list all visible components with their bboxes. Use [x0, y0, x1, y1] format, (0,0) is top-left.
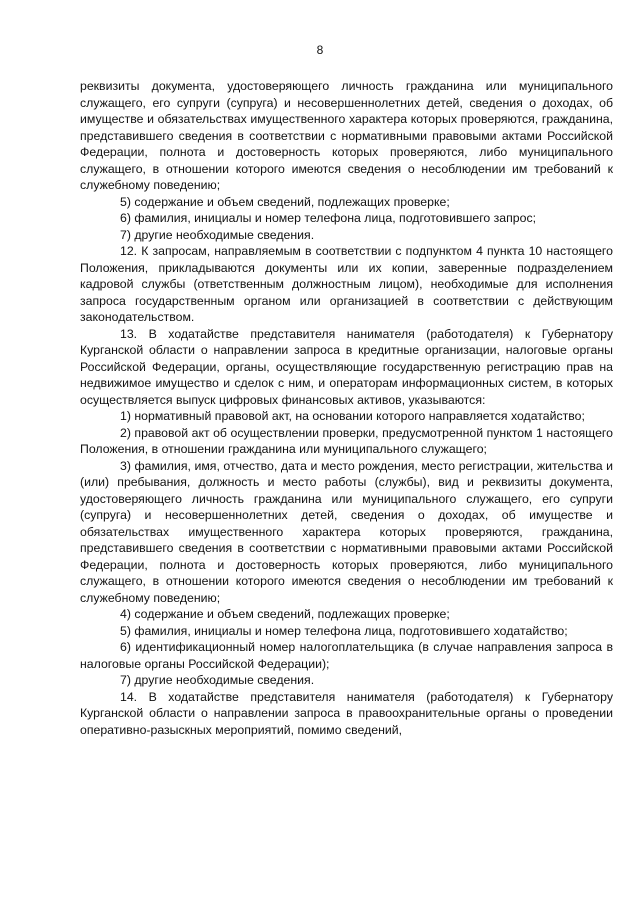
page-number: 8 [316, 43, 324, 57]
list-item-6b: 6) идентификационный номер налогоплательщика (в случае направления запроса в налоговые органы Российской Федерации); [80, 640, 613, 671]
section-14: 14. В ходатайстве представителя нанимателя (работодателя) к Губернатору Курганской области о направлении запроса в правоохранительные органы о проведении оперативно-разыскных мероприятий, помимо сведений, [80, 689, 613, 737]
section-12: 12. К запросам, направляемым в соответствии с подпунктом 4 пункта 10 настоящего Положения, прикладываются документы или их копии, заверенные подразделением кадровой службы (ответственным должностным лицом), необходимые для исполнения запроса государственным органом или организацией в соответствии с действующим законодательством. [80, 244, 613, 324]
list-item-6: 6) фамилия, инициалы и номер телефона лица, подготовившего запрос; [120, 211, 537, 225]
document-body [80, 78, 613, 738]
paragraph-continuation: реквизиты документа, удостоверяющего личность гражданина или муниципального служащего, его супруги (супруга) и несовершеннолетних детей, сведения о доходах, об имуществе и обязательствах имущественного характера которых проверяются, гражданина, представившего сведения в соответствии с нормативными правовыми актами Российской Федерации, полнота и достоверность которых проверяются, либо муниципального служащего, в отношении которого имеются сведения о несоблюдении им требований к служебному поведению; [80, 79, 613, 192]
list-item-5b: 5) фамилия, инициалы и номер телефона лица, подготовившего ходатайство; [120, 623, 568, 638]
list-item-7: 7) другие необходимые сведения. [120, 227, 315, 242]
list-item-4: 4) содержание и объем сведений, подлежащих проверке; [120, 607, 450, 621]
list-item-7b: 7) другие необходимые сведения. [120, 673, 315, 687]
list-item-2: 2) правовой акт об осуществлении проверки, предусмотренной пунктом 1 настоящего Положения, в отношении гражданина или муниципального служащего; [80, 425, 613, 456]
list-item-1: 1) нормативный правовой акт, на основании которого направляется ходатайство; [120, 409, 585, 423]
list-item-5: 5) содержание и объем сведений, подлежащих проверке; [120, 194, 450, 209]
section-13: 13. В ходатайстве представителя нанимателя (работодателя) к Губернатору Курганской области о направлении запроса в кредитные организации, налоговые органы Российской Федерации, органы, осуществляющие государственную регистрацию прав на недвижимое имущество и сделок с ним, и операторам информационных систем, в которых осуществляется выпуск цифровых финансовых активов, указываются: [80, 326, 613, 407]
list-item-3: 3) фамилия, имя, отчество, дата и место рождения, место регистрации, жительства и (или) пребывания, должность и место работы (службы), вид и реквизиты документа, удостоверяющего личность гражданина или муниципального служащего, его супруги (супруга) и несовершеннолетних детей, сведения о доходах, об имуществе и обязательствах имущественного характера которых проверяются, гражданина, представившего сведения в соответствии с нормативными правовыми актами Российской Федерации, полнота и достоверность которых проверяются, либо муниципального служащего, в отношении которого имеются сведения о несоблюдении им требований к служебному поведению; [80, 458, 613, 605]
